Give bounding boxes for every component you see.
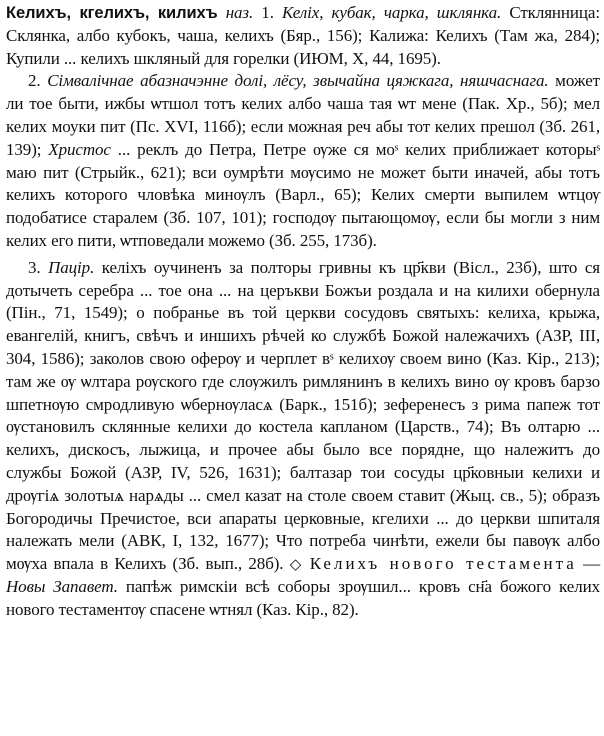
sense-2-paragraph xyxy=(6,70,600,252)
sense-2-citations-cont: ... реклъ до Петра, Петре ѹже ся моˢ келих приближает которыˢ маю пит (Стрыйк., 621); вси оумрѣти мѹсимо не может быти иначей, абы тотъ келихъ которого чловѣка минѹлъ (Варл., 65); Келих смерти выпилем ѡтцѹ подобатисе старалем (Зб. 107, 101); господѹ пытающомѹ, если бы могли з ним келих его пити, ѡтповедали можемо (Зб. 255, 173б). xyxy=(6,139,600,250)
phrase-dash: — xyxy=(583,554,601,574)
sense-3-citations: келіхъ оучиненъ за полторы гривны къ цр҃кви (Вісл., 23б), што ся дотычеть серебра ... тое она ... на церъкви Божъи роздала и на килихи обернула (Пін., 71, 1549); о побранье въ той церкви сосудовъ святыхъ: келиха, крыжа, евангелій, книгъ, свѣчъ и иншихъ рѣчей ко службѣ Божой належачихъ (АЗР, III, 304, 1586); заколов свою оферѹ и черплет вˢ келихѹ своем вино (Каз. Кір., 213); там же ѹ ѡлтара рѹского где слѹжилъ римлянинъ в келихъ вино ѹ кровъ барзо шпетнѹю смродливую ѡбернѹласѧ (Барк., 151б); зеференесъ з рима папеж тот ѹстановилъ склянные келихи до костела капланом (Царств., 74); Въ олтарю ... келихъ, дискосъ, лыжица, и прочее абы было все порядне, що належитъ до службы Божой (АЗР, IV, 526, 1631); балтазар тои сосуды цр҃ковныи келихи и дрѹгіѧ золотыѧ нарѧды ... смел казат на столе своем ставит (Жыц. св., 5); образъ Богородичы Пречистое, вси апараты церковные, кгелихи ... до церкви шпиталя належать мели (АВК, I, 132, 1677); Что потреба чинѣти, ежели бы павѹк албо мѹха впала в Келихъ (Зб. вып., 28б). xyxy=(6,257,600,574)
sense-1-number: 1. xyxy=(261,3,274,22)
part-of-speech: наз. xyxy=(225,3,254,22)
sense-1-definition: Келіх, кубак, чарка, шклянка. xyxy=(282,3,502,22)
phrase-citation: папѣж римскіи всѣ соборы зрѹшил... кровъ сн҃а божого келих нового тестаментѹ спасене ѡтнял (Каз. Кір., 82). xyxy=(6,576,600,619)
diamond-icon: ◇ xyxy=(289,555,304,574)
sense-2-italic-word: Христос xyxy=(48,139,111,159)
sense-2-number: 2. xyxy=(28,71,41,91)
sense-2-definition: Сімвалічнае абазначэнне долі, лёсу, звычайна цяжкага, няшчаснага. xyxy=(47,71,549,91)
sense-1-paragraph xyxy=(6,2,600,70)
sense-2-citations: может ли тое быти, ижбы ѡтшол тотъ келих албо чаша тая ѡт мене (Пак. Хр., 5б); мел келих моуки пит (Пс. XVI, 116б); если можная реч абы тот келих прешол (Зб. 261, 139); xyxy=(6,71,600,159)
sense-3-number: 3. xyxy=(28,257,41,277)
phrase-headword: Келихъ нового тестамента xyxy=(309,554,577,574)
sense-3-paragraph xyxy=(6,257,600,622)
sense-3-definition: Пацір. xyxy=(48,257,95,277)
headword: Келихъ, кгелихъ, килихъ xyxy=(6,4,218,22)
phrase-definition: Новы Запавет. xyxy=(6,576,118,596)
sense-1-citations: Стклянница: Склянка, албо кубокъ, чаша, келихъ (Бяр., 156); Калижа: Келихъ (Там жа, 284); Купили ... келихъ шкляный для горелки (ИЮМ, X, 44, 1695). xyxy=(6,3,600,68)
